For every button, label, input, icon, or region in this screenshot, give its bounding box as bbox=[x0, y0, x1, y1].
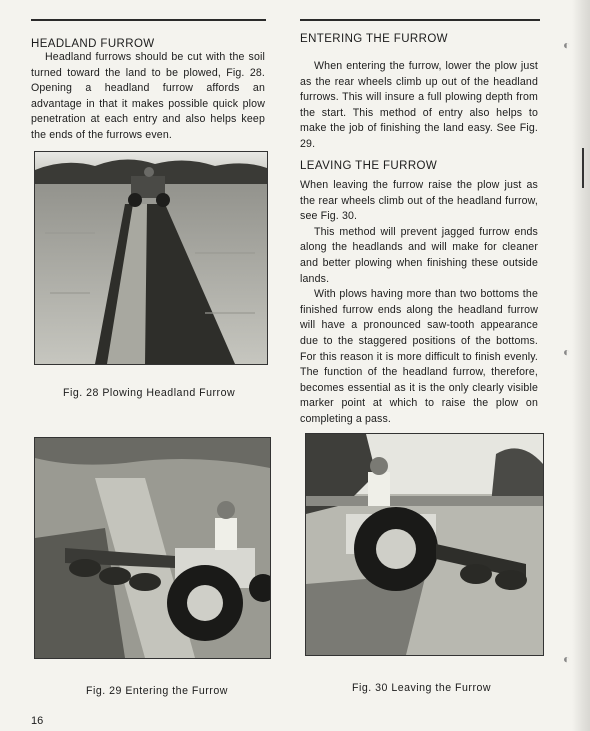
entering-furrow-heading: ENTERING THE FURROW bbox=[300, 33, 448, 45]
edge-mark bbox=[582, 148, 584, 188]
leaving-furrow-body bbox=[300, 178, 538, 428]
top-rule-left bbox=[31, 19, 266, 21]
binder-hole-middle-icon: ◐ bbox=[563, 345, 571, 359]
fig-29-photo bbox=[34, 437, 271, 659]
leaving-furrow-paragraph-3: With plows having more than two bottoms the finished furrow ends along the headland furrow will have a pronounced saw-tooth appearance due to the staggered positions of the bottoms. For this reason it is more difficult to finish evenly. The function of the headland furrow, therefore, becomes essential as it is the only clearly visible marker point at which to raise the plow on completing a pass. bbox=[300, 288, 538, 425]
page-edge bbox=[572, 0, 590, 731]
headland-furrow-paragraph: Headland furrows should be cut with the soil turned toward the land to be plowed, Fig. 28. Opening a headland furrow affords an advantage in that it makes possible quick plow penetration at each entry and also helps keep the ends of the furrows even. bbox=[31, 51, 265, 141]
page-number: 16 bbox=[31, 715, 44, 727]
fig-28-caption: Fig. 28 Plowing Headland Furrow bbox=[63, 387, 236, 399]
fig-30-caption: Fig. 30 Leaving the Furrow bbox=[352, 682, 492, 694]
entering-furrow-paragraph: When entering the furrow, lower the plow just as the rear wheels climb up out of the headland furrows. This will insure a full plowing depth from the start. This method of entry also helps to make the job of finishing the land easy. See Fig. 29. bbox=[300, 60, 538, 150]
top-rule-right bbox=[300, 19, 540, 21]
binder-hole-bottom-icon: ◐ bbox=[563, 652, 571, 666]
binder-hole-top-icon: ◐ bbox=[563, 38, 571, 52]
leaving-furrow-heading: LEAVING THE FURROW bbox=[300, 160, 438, 172]
fig-30-photo bbox=[305, 433, 544, 656]
leaving-furrow-paragraph-2: This method will prevent jagged furrow ends along the headlands and will make for cleaner and better plowing when finishing these outside lands. bbox=[300, 225, 538, 285]
headland-furrow-heading: HEADLAND FURROW bbox=[31, 38, 155, 50]
fig-28-photo bbox=[34, 151, 268, 365]
fig-29-caption: Fig. 29 Entering the Furrow bbox=[86, 685, 228, 697]
leaving-furrow-paragraph-1: When leaving the furrow raise the plow just as the rear wheels climb out of the headland furrow, see Fig. 30. bbox=[300, 179, 538, 223]
